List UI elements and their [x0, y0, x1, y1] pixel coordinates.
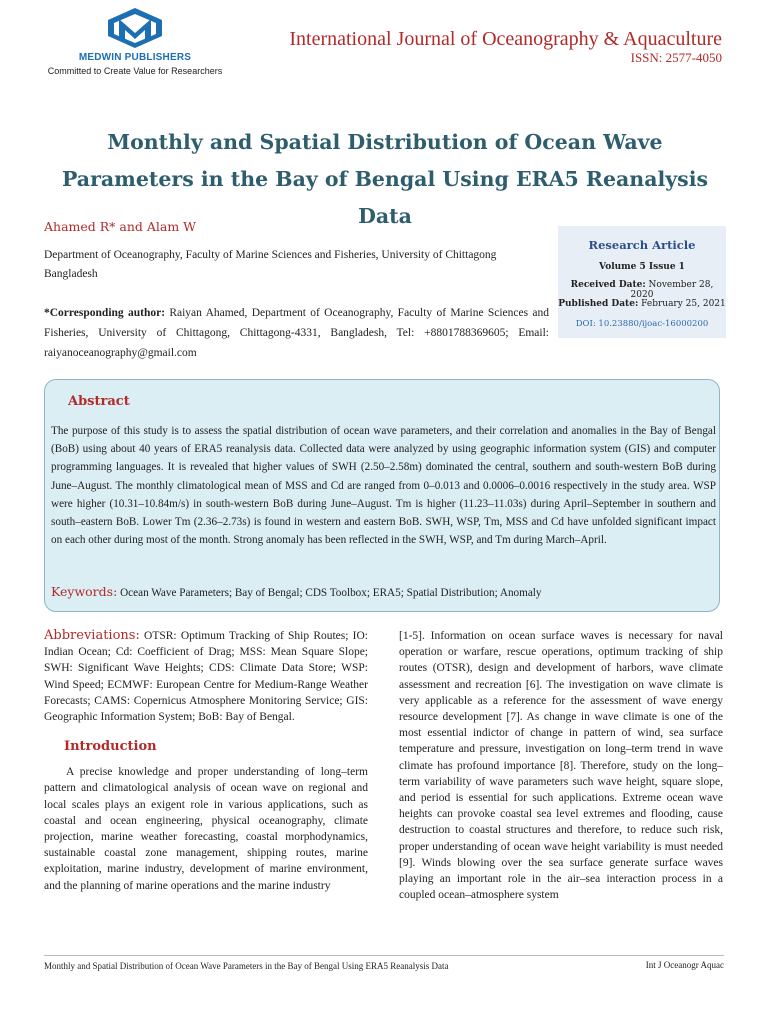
- keywords-label: Keywords:: [51, 584, 118, 599]
- introduction-heading: Introduction: [64, 739, 157, 755]
- keywords-text: Ocean Wave Parameters; Bay of Bengal; CDS Toolbox; ERA5; Spatial Distribution; Anomaly: [117, 587, 542, 599]
- publisher-tagline: Committed to Create Value for Researchers: [47, 66, 223, 76]
- published-date: [558, 299, 726, 309]
- medwin-logo-icon: [104, 6, 166, 50]
- received-date: [558, 280, 726, 300]
- introduction-paragraph-right: [1-5]. Information on ocean surface waves is necessary for naval operation or warfare, rescue operations, optimum tracking of ship routes (OTSR), design and development of harbors, wave climate assessment and recreation [6]. The investigation on wave climate is very applicable as a reference for the assessment of wave energy resource development [7]. As change in wave climate is one of the most essential indictor of change in pattern of wind, sea surface temperature and pressure, investigation on long–term trend in wave climate has profound importance [8]. Therefore, study on the long–term variability of wave parameters such wave height, square slope, and period is essential for such applications. Extreme ocean wave heights can provoke coastal sea level extremes and flooding, cause destruction to coastal structures and therefore, to reduce such risk, proper understanding of ocean wave height variability is must needed [9]. Winds blowing over the sea surface generate surface waves playing an important role in the air–sea interaction process in a coupled ocean–atmosphere system: [399, 630, 723, 902]
- abbreviations-label: Abbreviations:: [44, 628, 140, 643]
- doi-link[interactable]: DOI: 10.23880/ijoac-16000200: [575, 319, 709, 329]
- left-column: [44, 628, 368, 894]
- article-title: Monthly and Spatial Distribution of Ocean Wave Parameters in the Bay of Bengal Using ERA5 Reanalysis Data: [61, 130, 709, 228]
- corresponding-author: [44, 303, 549, 363]
- right-column: [399, 628, 723, 903]
- abbreviations: [44, 628, 368, 725]
- abstract-box: [44, 379, 720, 612]
- volume-issue: Volume 5 Issue 1: [599, 262, 685, 272]
- author-affiliation: Department of Oceanography, Faculty of Marine Sciences and Fisheries, University of Chittagong Bangladesh: [44, 249, 497, 280]
- corresponding-text: Raiyan Ahamed, Department of Oceanography, Faculty of Marine Sciences and Fisheries, University of Chittagong, Chittagong-4331, Bangladesh, Tel: +8801788369605; Email: raiyanoceanography@gmail.com: [44, 307, 550, 359]
- abbreviations-text: OTSR: Optimum Tracking of Ship Routes; IO: Indian Ocean; Cd: Coefficient of Drag; MSS: Mean Square Slope; SWH: Significant Wave Heights; CDS: Climate Data Store; WSP: Wind Speed; ECMWF: European Centre for Medium-Range Weather Forecasts; CAMS: Copernicus Atmosphere Monitoring Service; GIS: Geographic Information System; BoB: Bay of Bengal.: [44, 630, 368, 724]
- published-value: February 25, 2021: [638, 299, 726, 309]
- keywords: [51, 584, 542, 599]
- article-authors: Ahamed R* and Alam W: [44, 219, 197, 234]
- abstract-text: The purpose of this study is to assess the spatial distribution of ocean wave parameters, and their correlation and anomalies in the Bay of Bengal (BoB) using about 40 years of ERA5 reanalysis data. Collected data were analyzed by using geographic information system (GIS) and computer programming languages. It is revealed that higher values of SWH (2.50–2.58m) dominated the central, southern and south-western BoB during June–August. The monthly climatological mean of MSS and Cd are ranged from 0–0.013 and 0.0006–0.0016 respectively in the study area. WSP were higher (10.31–10.84m/s) in south-western BoB during June–August. Tm is higher (11.23–11.03s) during April–September in southern and south–eastern BoB. Lower Tm (2.36–2.73s) is found in western and eastern BoB. SWH, WSP, Tm, MSS and Cd have unfolded significant impact on each other during most of the month. Strong anomaly has been reflected in the SWH, WSP, and Tm during March–April.: [51, 425, 716, 547]
- published-label: Published Date:: [558, 299, 639, 309]
- publisher-logo: [40, 6, 230, 78]
- article-type: Research Article: [588, 238, 696, 252]
- received-label: Received Date:: [570, 280, 646, 290]
- introduction-paragraph-left: A precise knowledge and proper understanding of long–term pattern and climatological analysis of ocean wave on regional and local scales plays an exigent role in various applications, such as coastal and ocean engineering, physical oceanography, climate projection, marine weather forecasting, coastal morphodynamics, sustainable coastal zone management, shipping routes, marine exploitation, marine industry, development of marine environment, and the planning of marine operations and the marine industry: [44, 766, 368, 892]
- article-info-box: [558, 226, 726, 338]
- publisher-name: MEDWIN PUBLISHERS: [78, 52, 192, 63]
- abstract-heading: Abstract: [68, 394, 130, 409]
- footer-journal-abbrev: Int J Oceanogr Aquac: [645, 960, 724, 970]
- footer-running-title: Monthly and Spatial Distribution of Ocean Wave Parameters in the Bay of Bengal Using ERA5 Reanalysis Data: [44, 961, 449, 971]
- received-value: November 28, 2020: [630, 280, 714, 300]
- corresponding-label: *Corresponding author:: [44, 307, 166, 319]
- journal-title: International Journal of Oceanography & Aquaculture: [289, 28, 722, 50]
- footer-divider: [44, 955, 724, 956]
- journal-issn: ISSN: 2577-4050: [630, 50, 722, 65]
